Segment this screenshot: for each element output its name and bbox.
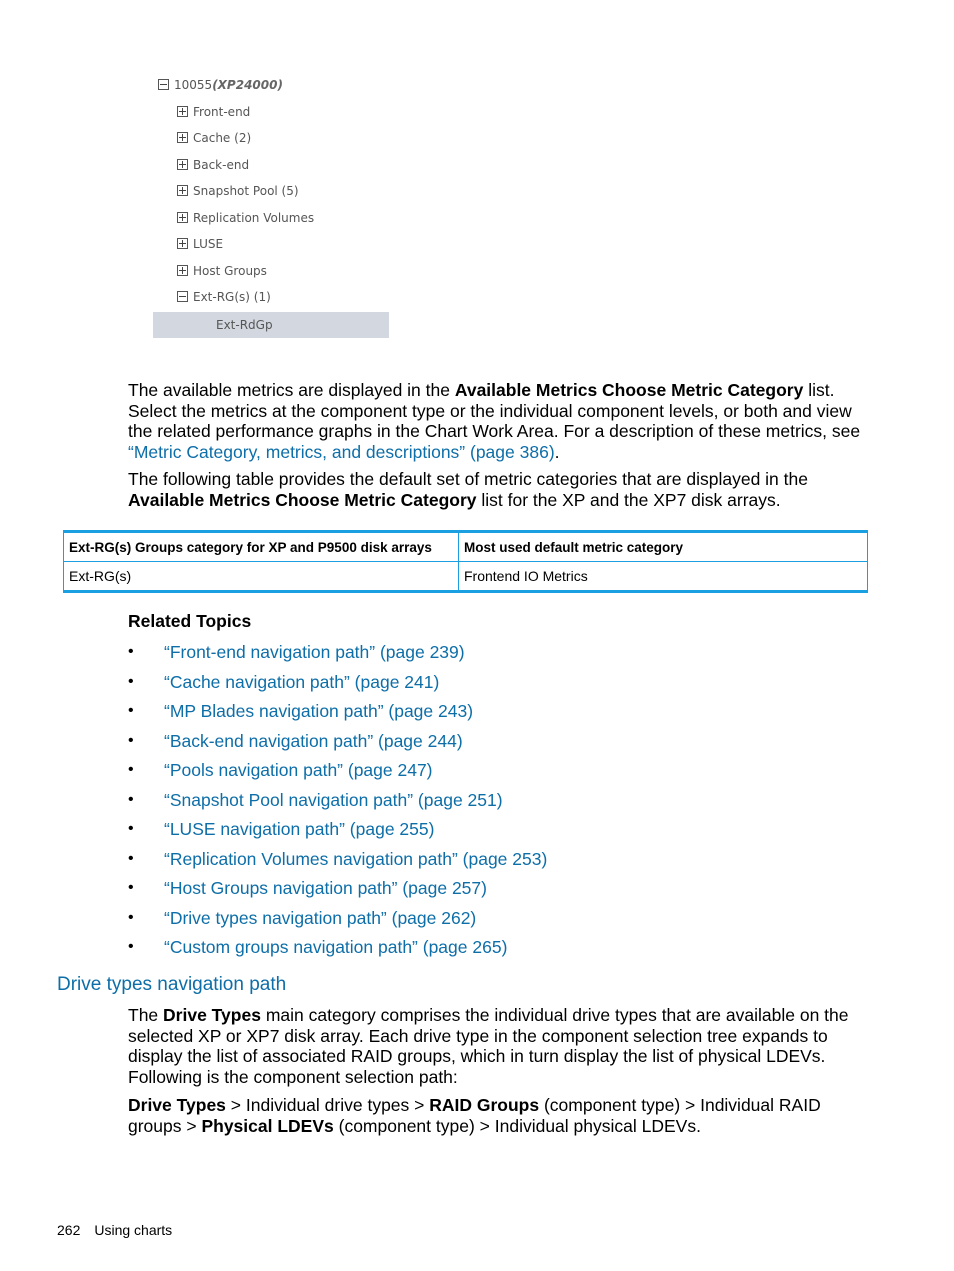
intro-paragraph: [128, 380, 873, 463]
tree-item-label: Replication Volumes: [193, 211, 315, 225]
related-link[interactable]: “LUSE navigation path” (page 255): [164, 819, 435, 839]
related-topics-list: [128, 640, 547, 965]
related-link[interactable]: “Pools navigation path” (page 247): [164, 760, 433, 780]
list-item: [128, 906, 547, 936]
related-link[interactable]: “Drive types navigation path” (page 262): [164, 907, 477, 928]
text: The following table provides the default set of metric categories that are displayed in the: [128, 469, 808, 489]
list-item: [128, 935, 547, 965]
tree-item-host-groups[interactable]: [177, 262, 267, 280]
list-item: [128, 817, 547, 847]
expand-icon[interactable]: [177, 238, 188, 249]
tree-item-cache[interactable]: [177, 129, 251, 147]
list-item: [128, 876, 547, 906]
metric-category-link[interactable]: “Metric Category, metrics, and descriptions” (page 386): [128, 442, 555, 463]
collapse-icon[interactable]: [177, 291, 188, 302]
chapter-title: Using charts: [94, 1222, 173, 1238]
expand-icon[interactable]: [177, 106, 188, 117]
related-link[interactable]: “MP Blades navigation path” (page 243): [164, 701, 474, 721]
tree-item-snapshot-pool[interactable]: [177, 182, 299, 200]
text: The: [128, 1005, 164, 1025]
tree-item-label: Host Groups: [193, 264, 267, 278]
bold-term: Available Metrics Choose Metric Category: [128, 489, 477, 510]
expand-icon[interactable]: [177, 185, 188, 196]
selection-path-paragraph: [128, 1095, 873, 1136]
tree-item-ext-rg[interactable]: [177, 288, 271, 306]
bold-term: Physical LDEVs: [201, 1115, 334, 1136]
section-title: Drive types navigation path: [57, 974, 287, 995]
tree-item-label: LUSE: [193, 237, 224, 251]
table-row: [64, 562, 868, 592]
tree-root[interactable]: [158, 76, 283, 94]
bold-term: Drive Types: [128, 1095, 226, 1115]
tree-item-luse[interactable]: [177, 235, 223, 253]
expand-icon[interactable]: [177, 132, 188, 143]
tree-item-label: Back-end: [193, 158, 250, 172]
tree-root-model: (XP24000): [212, 78, 283, 92]
related-link[interactable]: “Custom groups navigation path” (page 265): [164, 937, 508, 957]
related-link[interactable]: “Snapshot Pool navigation path” (page 251): [164, 789, 503, 810]
bold-term: RAID Groups: [429, 1095, 540, 1115]
metric-category-table: [63, 530, 868, 593]
text: list for the XP and the XP7 disk arrays.: [476, 489, 781, 510]
table-header-cell: Ext-RG(s) Groups category for XP and P9500 disk arrays: [64, 532, 459, 562]
text: The available metrics are displayed in the: [128, 380, 455, 400]
text: > Individual drive types >: [225, 1095, 430, 1115]
list-item: [128, 758, 547, 788]
text: (component type) > Individual RAID groups >: [128, 1095, 821, 1136]
tree-item-label: Ext-RG(s) (1): [193, 290, 271, 304]
tree-root-label: 10055: [174, 78, 213, 92]
tree-item-label: Ext-RdGp: [216, 318, 273, 332]
text: (component type) > Individual physical LDEVs.: [333, 1115, 701, 1136]
related-link[interactable]: “Front-end navigation path” (page 239): [164, 642, 465, 662]
tree-item-back-end[interactable]: [177, 156, 249, 174]
related-link[interactable]: “Host Groups navigation path” (page 257): [164, 878, 487, 898]
page-footer: [57, 1222, 172, 1238]
text: main category comprises the individual drive types that are available on the selected XP or XP7 disk array. Each drive type in the component selection tree expands to display the list of associated RAID groups, which in turn display the list of physical LDEVs. Following is the component selection path:: [128, 1005, 849, 1088]
table-cell: Frontend IO Metrics: [459, 562, 868, 592]
component-tree: [153, 72, 389, 340]
expand-icon[interactable]: [177, 212, 188, 223]
table-cell: Ext-RG(s): [64, 562, 459, 592]
text: list. Select the metrics at the component type or the individual component levels, or both and view the related performance graphs in the Chart Work Area. For a description of these metrics, see: [128, 380, 861, 442]
list-item: [128, 699, 547, 729]
list-item: [128, 670, 547, 700]
bold-term: Available Metrics Choose Metric Category: [454, 380, 804, 400]
tree-item-front-end[interactable]: [177, 103, 250, 121]
drive-types-paragraph: [128, 1005, 873, 1088]
list-item: [128, 788, 547, 818]
bold-term: Drive Types: [163, 1005, 261, 1025]
related-link[interactable]: “Replication Volumes navigation path” (page 253): [164, 848, 548, 869]
tree-item-replication-volumes[interactable]: [177, 209, 314, 227]
tree-item-label: Front-end: [193, 105, 251, 119]
table-header-row: [64, 532, 868, 562]
page-number: 262: [57, 1222, 81, 1238]
list-item: [128, 847, 547, 877]
expand-icon[interactable]: [177, 159, 188, 170]
tree-item-label: Snapshot Pool (5): [193, 184, 299, 198]
table-header-cell: Most used default metric category: [459, 532, 868, 562]
tree-item-ext-rdgp-selected[interactable]: [153, 312, 389, 338]
list-item: [128, 640, 547, 670]
tree-item-label: Cache (2): [193, 131, 252, 145]
expand-icon[interactable]: [177, 265, 188, 276]
related-link[interactable]: “Back-end navigation path” (page 244): [164, 730, 463, 751]
collapse-icon[interactable]: [158, 79, 169, 90]
related-topics-heading: Related Topics: [128, 611, 252, 631]
text: .: [554, 442, 560, 463]
table-intro-paragraph: [128, 469, 873, 510]
list-item: [128, 729, 547, 759]
related-link[interactable]: “Cache navigation path” (page 241): [164, 671, 440, 692]
